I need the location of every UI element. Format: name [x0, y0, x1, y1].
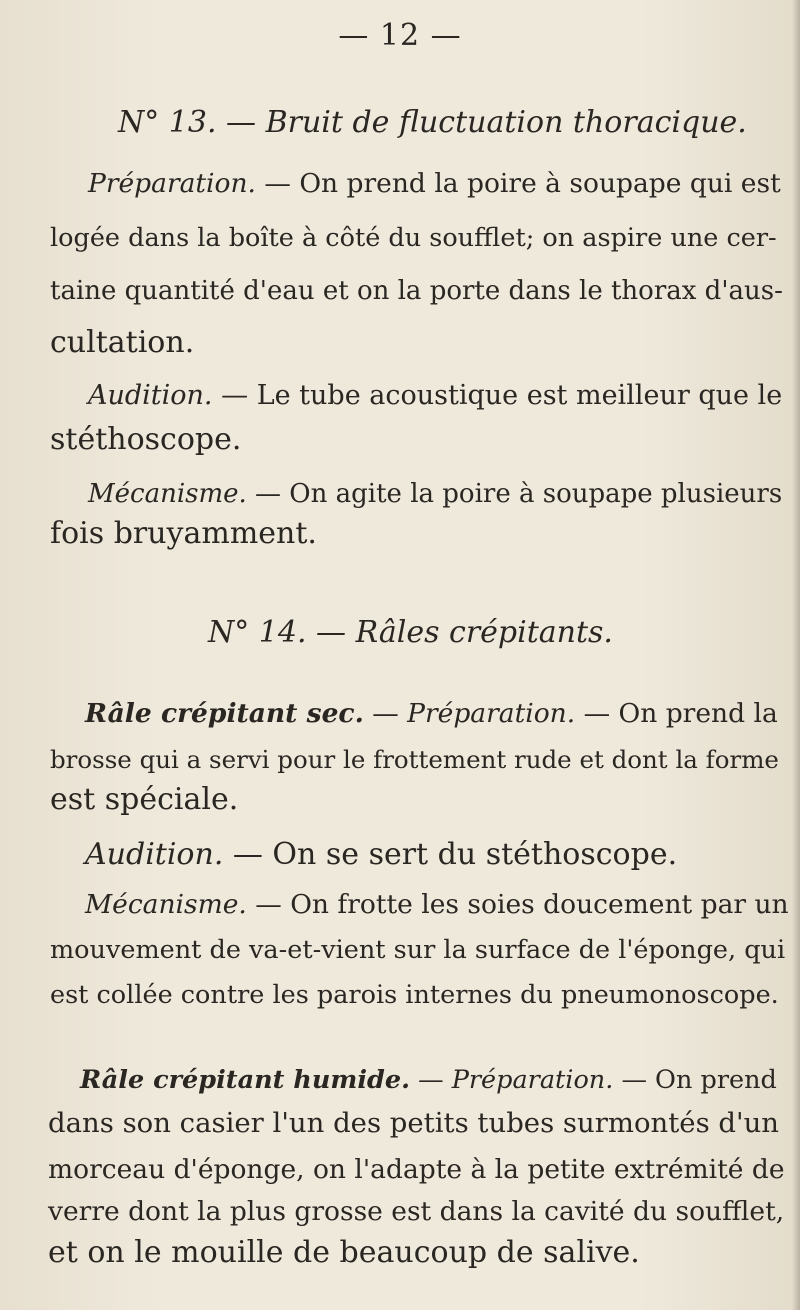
s13-mecanisme-line-2: fois bruyamment. — [50, 516, 317, 551]
s14-humide-line-4: verre dont la plus grosse est dans la cavité du soufflet, — [48, 1196, 785, 1227]
s14-sec-audition-label: Audition. — [85, 837, 224, 872]
s13-audition-text-1: — Le tube acoustique est meilleur que le — [212, 380, 783, 411]
s13-preparation-line-2: logée dans la boîte à côté du soufflet; on aspire une cer- — [50, 223, 777, 253]
s14-humide-line-5: et on le mouille de beaucoup de salive. — [48, 1235, 640, 1270]
section-14-heading: N° 14. — Râles crépitants. — [208, 615, 613, 650]
page-number: — 12 — — [338, 18, 462, 53]
s14-sec-mecanisme-line-3: est collée contre les parois internes du pneumonoscope. — [50, 980, 779, 1010]
s14-sec-mecanisme-line-1 — [85, 885, 789, 925]
s13-preparation-line-1 — [88, 164, 781, 204]
s14-sec-mecanisme-line-2: mouvement de va-et-vient sur la surface de l'éponge, qui — [50, 935, 786, 965]
section-13-heading: N° 13. — Bruit de fluctuation thoracique. — [118, 105, 747, 140]
s14-humide-line-3: morceau d'éponge, on l'adapte à la petite extrémité de — [48, 1154, 785, 1185]
s13-audition-line-1 — [88, 376, 782, 416]
s14-humide-prep-label: Préparation. — [451, 1065, 614, 1095]
s14-humide-line-2: dans son casier l'un des petits tubes surmontés d'un — [48, 1107, 780, 1139]
s14-sec-audition-text: — On se sert du stéthoscope. — [223, 837, 678, 872]
s14-sec-label: Râle crépitant sec. — [85, 698, 364, 729]
s14-humide-line-1 — [80, 1060, 777, 1100]
s14-sec-line-1 — [85, 694, 778, 734]
s13-mecanisme-line-1 — [88, 474, 782, 514]
s14-sec-mecanisme-text-1: — On frotte les soies doucement par un — [246, 889, 789, 920]
s14-sec-line-2: brosse qui a servi pour le frottement rude et dont la forme — [50, 745, 779, 774]
s13-audition-label: Audition. — [88, 380, 213, 411]
s14-sec-audition-line — [85, 835, 677, 875]
s14-humide-prep-text-1: — On prend — [613, 1065, 777, 1095]
s13-mecanisme-label: Mécanisme. — [88, 479, 247, 509]
s14-sec-prep-text-1: — On prend la — [575, 698, 778, 729]
s14-sec-mecanisme-label: Mécanisme. — [85, 889, 247, 920]
s13-preparation-line-4: cultation. — [50, 325, 195, 360]
s13-preparation-line-3: taine quantité d'eau et on la porte dans le thorax d'aus- — [50, 276, 783, 306]
s13-preparation-label: Préparation. — [88, 168, 256, 199]
s14-humide-label: Râle crépitant humide. — [80, 1065, 410, 1095]
s13-mecanisme-text-1: — On agite la poire à soupape plusieurs — [246, 479, 783, 509]
s13-preparation-text-1: — On prend la poire à soupape qui est — [255, 168, 781, 199]
s14-sec-dash: — — [363, 698, 408, 729]
s14-sec-prep-label: Préparation. — [407, 698, 576, 729]
page-edge-shadow — [792, 0, 800, 1310]
s14-humide-dash: — — [409, 1065, 452, 1095]
s14-sec-line-3: est spéciale. — [50, 782, 239, 817]
s13-audition-line-2: stéthoscope. — [50, 422, 242, 457]
